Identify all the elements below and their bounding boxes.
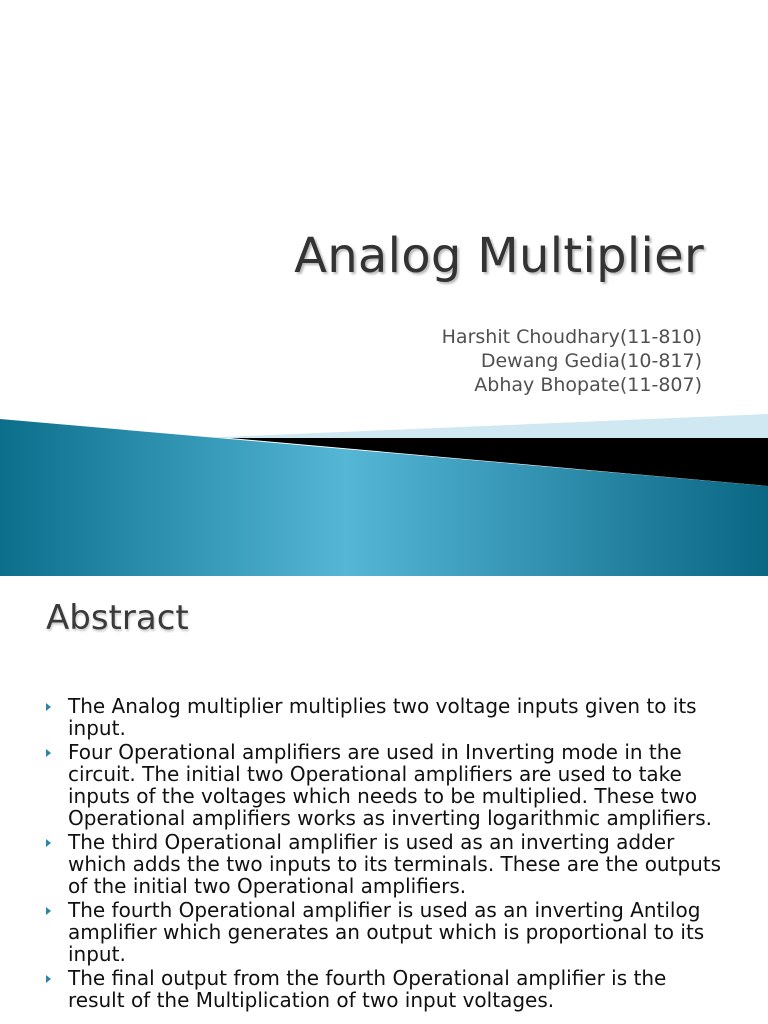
list-item <box>44 899 724 965</box>
author-line: Harshit Choudhary(11-810) <box>441 326 702 348</box>
bullet-text: The Analog multiplier multiplies two voltage inputs given to its input. <box>68 694 697 740</box>
bullet-text: The third Operational amplifier is used as an inverting adder which adds the two inputs to its terminals. These are the outputs of the initial two Operational amplifiers. <box>68 830 722 898</box>
list-item <box>44 741 724 829</box>
triangle-bullet-icon <box>46 703 51 711</box>
triangle-bullet-icon <box>46 839 51 847</box>
slide-title: Analog Multiplier <box>294 228 704 284</box>
author-line: Dewang Gedia(10-817) <box>480 350 702 372</box>
bullet-list <box>44 695 724 1013</box>
list-item <box>44 695 724 739</box>
triangle-bullet-icon <box>46 907 51 915</box>
bullet-text: Four Operational amplifiers are used in Inverting mode in the circuit. The initial two Operational amplifiers are used to take inputs of the voltages which needs to be multiplied. These two Operational amplifiers works as inverting logarithmic amplifiers. <box>68 740 712 830</box>
author-line: Abhay Bhopate(11-807) <box>474 374 702 396</box>
banner-pale-stripe <box>200 414 768 440</box>
slide-title: Abstract <box>46 598 189 638</box>
list-item <box>44 831 724 897</box>
triangle-bullet-icon <box>46 975 51 983</box>
bullet-text: The final output from the fourth Operational amplifier is the result of the Multiplication of two input voltages. <box>68 966 667 1012</box>
abstract-slide <box>0 576 768 1024</box>
triangle-bullet-icon <box>46 749 51 757</box>
bullet-text: The fourth Operational amplifier is used as an inverting Antilog amplifier which generates an output which is proportional to its input. <box>68 898 705 966</box>
list-item <box>44 967 724 1011</box>
